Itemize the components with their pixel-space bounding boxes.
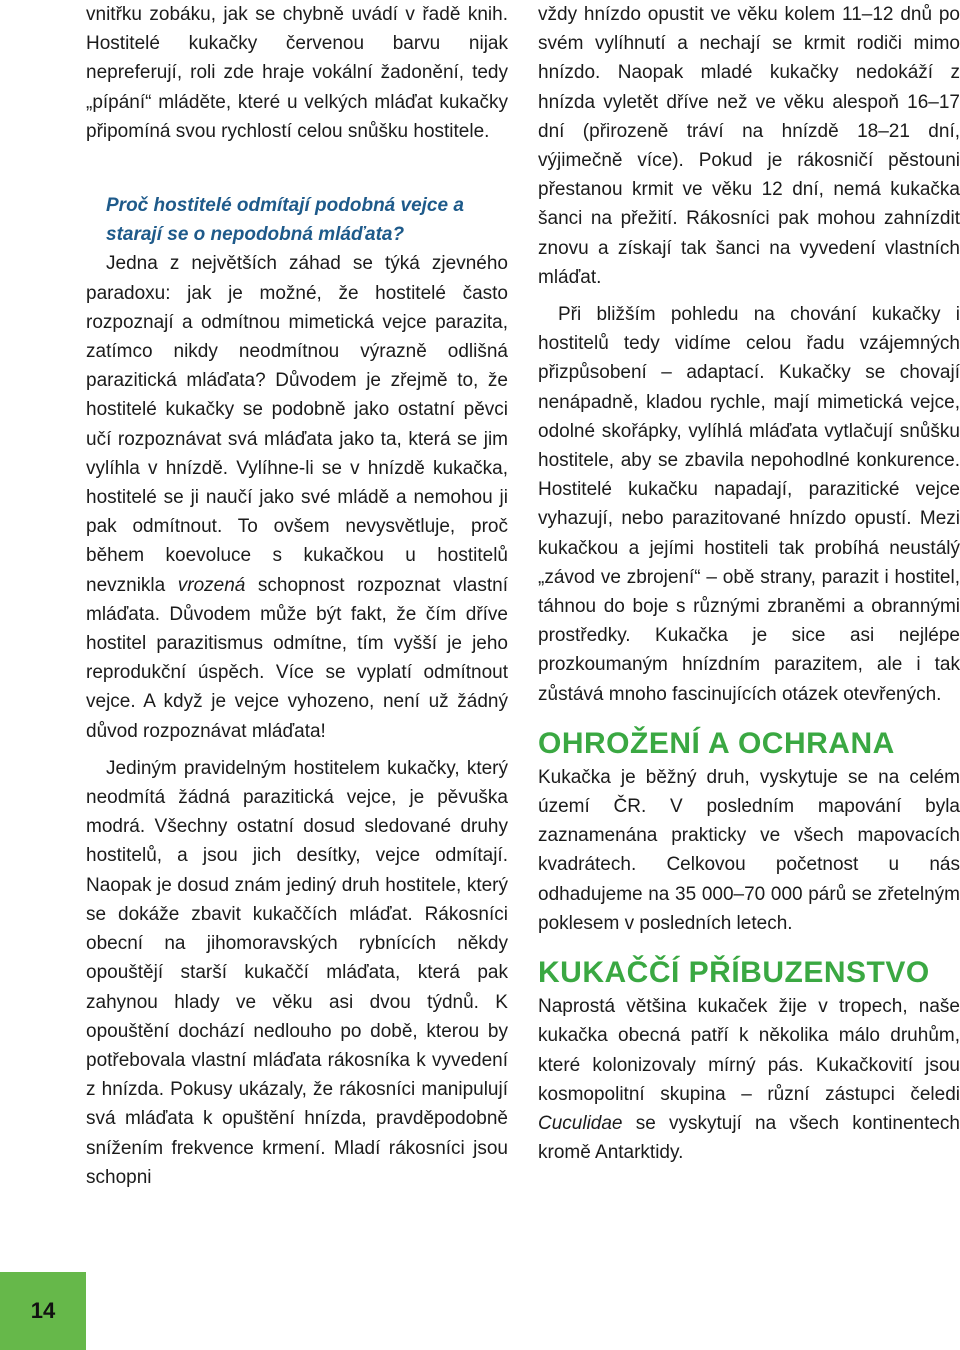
paradox-italic-word: vrozená <box>177 574 246 596</box>
paragraph-adaptations: Při bližším pohledu na chování kukačky i hostitelů tedy vidíme celou řadu vzájemných přizpůsobení – adaptací. Kukačky se chovají nenápadně, kladou rychle, mají mimetická vejce, odolné skořápky, vylíhlá mláďata vytlačují snůšku hostitele, aby se zbavila nepohodlné konkurence. Hostitelé kukačku napadají, parazitické vejce vyhazují, nebo parazitované hnízdo opustí. Mezi kukačkou a jejími hostiteli tak probíhá neustálý „závod ve zbrojení“ – obě strany, parazit i hostitel, táhnou do boje s různými zbraněmi a obrannými prostředky. Kukačka je sice asi nejlépe prozkoumaným hnízdním parazitem, ale i tak zůstává mnoho fascinujících otázek otevřených. <box>538 304 960 705</box>
right-column <box>538 0 960 1167</box>
relatives-italic-family: Cuculidae <box>538 1112 623 1134</box>
paragraph-continuation: vždy hnízdo opustit ve věku kolem 11–12 dnů po svém vylíhnutí a nechají se krmit rodiči mimo hnízdo. Naopak mladé kukačky nedokáží z hnízda vyletět dříve než ve věku alespoň 16–17 dní (přirozeně tráví na hnízdě 18–21 dní, výjimečně více). Pokud je rákosničí pěstouni přestanou krmit ve věku 12 dní, nemá kukačka šanci na přežití. Rákosníci pak mohou zahnízdit znovu a získají tak šanci na vyvedení vlastních mláďat. <box>538 4 960 288</box>
heading-threats-protection: OHROŽENÍ A OCHRANA <box>538 726 895 760</box>
paragraph-paradox <box>86 249 508 745</box>
heading-relatives: KUKAČČÍ PŘÍBUZENSTVO <box>538 956 930 990</box>
page-number: 14 <box>30 1298 56 1323</box>
paragraph-dunnock: Jediným pravidelným hostitelem kukačky, který neodmítá žádná parazitická vejce, je pěvuška modrá. Všechny ostatní dosud sledované druhy hostitelů, a jsou jich desítky, vejce odmítají. Naopak je dosud znám jediný druh hostitele, který se dokáže zbavit kukaččích mláďat. Rákosníci obecní na jihomoravských rybnících někdy opouštějí starší kukaččí mláďata, která pak zahynou hlady ve věku asi dvou týdnů. K opouštění dochází nedlouho po době, kterou by potřebovala vlastní mláďata rákosníka k vyvedení z hnízda. Pokusy ukázaly, že rákosníci manipulují svá mláďata k opuštění hnízda, pravděpodobně snížením frekvence krmení. Mladí rákosníci jsou schopni <box>86 757 508 1188</box>
paragraph-threats: Kukačka je běžný druh, vyskytuje se na celém území ČR. V posledním mapování byla zaznamenána prakticky ve všech mapovacích kvadrátech. Celkovou početnost u nás odhadujeme na 35 000–70 000 párů se zřetelným poklesem v posledních letech. <box>538 766 960 934</box>
paragraph-intro: vnitřku zobáku, jak se chybně uvádí v řadě knih. Hostitelé kukačky červenou barvu nijak nepreferují, roli zde hraje vokální žadonění, tedy „pípání“ mláděte, které u velkých mláďat kukačky připomíná svou rychlostí celou snůšku hostitele. <box>86 4 508 142</box>
paradox-text-2: schopnost rozpoznat vlastní mláďata. Důvodem může být fakt, že čím dříve hostitel parazitismus odmítne, tím vyšší je jeho reprodukční úspěch. Více se vyplatí odmítnout vejce. A když je vejce vyhozeno, není už žádný důvod rozpoznávat mláďata! <box>86 574 508 742</box>
page-number-tab <box>0 1272 86 1350</box>
relatives-text-1: Naprostá většina kukaček žije v tropech, naše kukačka obecná patří k několika málo druhům, které kolonizovaly mírný pás. Kukačkovití jsou kosmopolitní skupina – různí zástupci čeledi <box>538 996 960 1105</box>
left-column <box>86 0 508 1192</box>
paradox-text-1: Jedna z největších záhad se týká zjevného paradoxu: jak je možné, že hostitelé často rozpoznají a odmítnou mimetická vejce parazita, zatímco nikdy neodmítnou výrazně odlišná parazitická mláďata? Důvodem je zřejmě to, že hostitelé kukačky se podobně jako ostatní pěvci učí rozpoznávat svá mláďata jako ta, která se jim vylíhla v hnízdě. Vylíhne-li se v hnízdě kukačka, hostitelé se ji naučí jako své mládě a nemohou ji pak odmítnout. To ovšem nevysvětluje, proč během koevoluce s kukačkou u hostitelů nevznikla <box>86 253 508 596</box>
paragraph-relatives <box>538 992 960 1167</box>
subheading-question: Proč hostitelé odmítají podobná vejce a starají se o nepodobná mláďata? <box>106 195 464 246</box>
relatives-text-2: se vyskytují na všech kontinentech kromě Antarktidy. <box>538 1112 960 1164</box>
